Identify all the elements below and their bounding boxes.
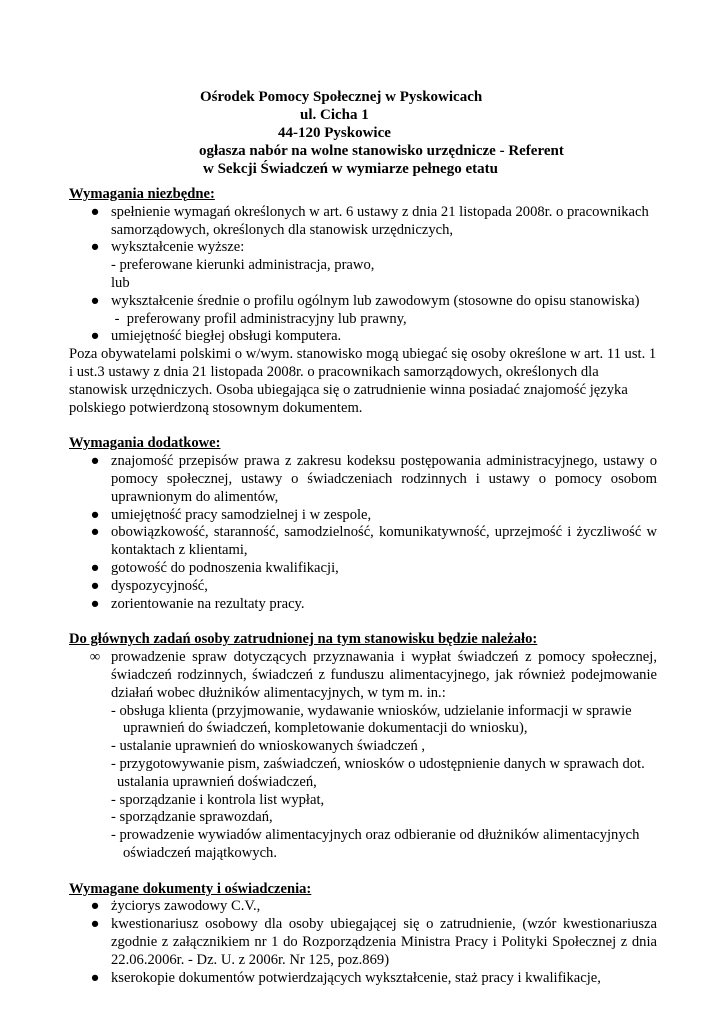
duties-sub-1: - obsługa klienta (przyjmowanie, wydawanie wniosków, udzielanie informacji w sprawie [111,702,632,719]
bullet-icon: ● [90,239,100,256]
duties-sub-3b: ustalania uprawnień doświadczeń, [117,773,317,790]
header-street: ul. Cicha 1 [300,107,369,123]
header-announcement: ogłasza nabór na wolne stanowisko urzędnicze - Referent [199,143,564,159]
list-item [69,916,657,969]
required-item-3: wykształcenie średnie o profilu ogólnym lub zawodowym (stosowne do opisu stanowiska) [111,292,640,309]
list-item [69,293,657,329]
additional-list [69,453,657,613]
additional-item-3: obowiązkowość, staranność, samodzielność, komunikatywność, uprzejmość i życzliwość w kontaktach z klientami, [111,524,657,559]
bullet-icon: ● [90,203,100,220]
infinity-bullet-icon: ∞ [89,649,101,666]
bullet-icon: ● [90,328,100,345]
documents-item-1: życiorys zawodowy C.V., [111,898,261,915]
bullet-icon: ● [90,453,100,470]
required-title: Wymagania niezbędne: [69,186,215,202]
list-item [69,596,657,614]
duties-sub-2: - ustalanie uprawnień do wnioskowanych świadczeń , [111,738,426,755]
required-item-2-sub-1: - preferowane kierunki administracja, prawo, [111,257,375,274]
bullet-icon: ● [90,916,100,933]
list-item [69,453,657,506]
list-item [69,578,657,596]
bullet-icon: ● [90,524,100,541]
duties-sub-6b: oświadczeń majątkowych. [123,844,277,861]
bullet-icon: ● [90,595,100,612]
duties-title: Do głównych zadań osoby zatrudnionej na tym stanowisku będzie należało: [69,631,538,648]
required-item-3-sub-1: - preferowany profil administracyjny lub prawny, [111,310,407,327]
required-item-2-sub-2: lub [111,274,130,291]
duties-item-1: prowadzenie spraw dotyczących przyznawania i wypłat świadczeń z pomocy społecznej, świadczeń rodzinnych, świadczeń z funduszu alimentacyjnego, jak również podejmowanie działań wobec dłużników alimentacyjnych, w tym m. in.: [111,649,657,701]
header-city: 44-120 Pyskowice [278,125,391,141]
list-item [69,204,657,240]
duties-subitems [69,703,657,863]
additional-item-6: zorientowanie na rezultaty pracy. [111,595,305,612]
documents-title: Wymagane dokumenty i oświadczenia: [69,880,312,897]
duties-sub-3: - przygotowywanie pism, zaświadczeń, wniosków o udostępnienie danych w sprawach dot. [111,755,645,772]
required-list [69,204,657,346]
duties-sub-1b: uprawnień do świadczeń, kompletowanie dokumentacji do wniosku), [123,720,528,737]
bullet-icon: ● [90,969,100,986]
additional-item-2: umiejętność pracy samodzielnej i w zespole, [111,506,372,523]
list-item [69,328,657,346]
list-item [69,507,657,525]
list-item [69,898,657,916]
documents-item-2: kwestionariusz osobowy dla osoby ubiegającej się o zatrudnienie, (wzór kwestionariusza zgodnie z załącznikiem nr 1 do Rozporządzenia Ministra Pracy i Polityki Społecznej z dnia 22.06.2006r. - Dz. U. z 2006r. Nr 125, poz.869) [111,916,657,968]
duties-sub-4: - sporządzanie i kontrola list wypłat, [111,791,325,808]
list-item [69,524,657,560]
required-item-4: umiejętność biegłej obsługi komputera. [111,328,342,345]
documents-list [69,898,657,987]
header-position: w Sekcji Świadczeń w wymiarze pełnego etatu [203,161,498,177]
required-note: Poza obywatelami polskimi o w/wym. stanowisko mogą ubiegać się osoby określone w art. 11 ust. 1 i ust.3 ustawy z dnia 21 listopada 2008r. o pracownikach samorządowych, określonych dla stanowisk urzędniczych. Osoba ubiegająca się o zatrudnienie winna posiadać znajomość języka polskiego potwierdzoną stosownym dokumentem. [69,346,657,416]
bullet-icon: ● [90,577,100,594]
additional-item-1: znajomość przepisów prawa z zakresu kodeksu postępowania administracyjnego, ustawy o pomocy społecznej, ustawy o świadczeniach rodzinnych i ustawy o pomocy osobom uprawnionym do alimentów, [111,453,657,505]
list-item [69,649,657,702]
documents-item-3: kserokopie dokumentów potwierdzających wykształcenie, staż pracy i kwalifikacje, [111,969,601,986]
list-item [69,560,657,578]
additional-item-5: dyspozycyjność, [111,577,208,594]
bullet-icon: ● [90,898,100,915]
required-item-1: spełnienie wymagań określonych w art. 6 ustawy z dnia 21 listopada 2008r. o pracownikach samorządowych, określonych dla stanowisk urzędniczych, [111,203,649,238]
duties-sub-6: - prowadzenie wywiadów alimentacyjnych oraz odbieranie od dłużników alimentacyjnych [111,827,640,844]
duties-sub-5: - sporządzanie sprawozdań, [111,809,273,826]
required-item-2: wykształcenie wyższe: [111,239,245,256]
duties-list [69,649,657,702]
list-item [69,239,657,292]
bullet-icon: ● [90,292,100,309]
header-institution: Ośrodek Pomocy Społecznej w Pyskowicach [200,89,483,105]
bullet-icon: ● [90,559,100,576]
additional-item-4: gotowość do podnoszenia kwalifikacji, [111,559,339,576]
document-body [69,186,657,987]
list-item [69,970,657,988]
additional-title: Wymagania dodatkowe: [69,435,221,452]
bullet-icon: ● [90,506,100,523]
